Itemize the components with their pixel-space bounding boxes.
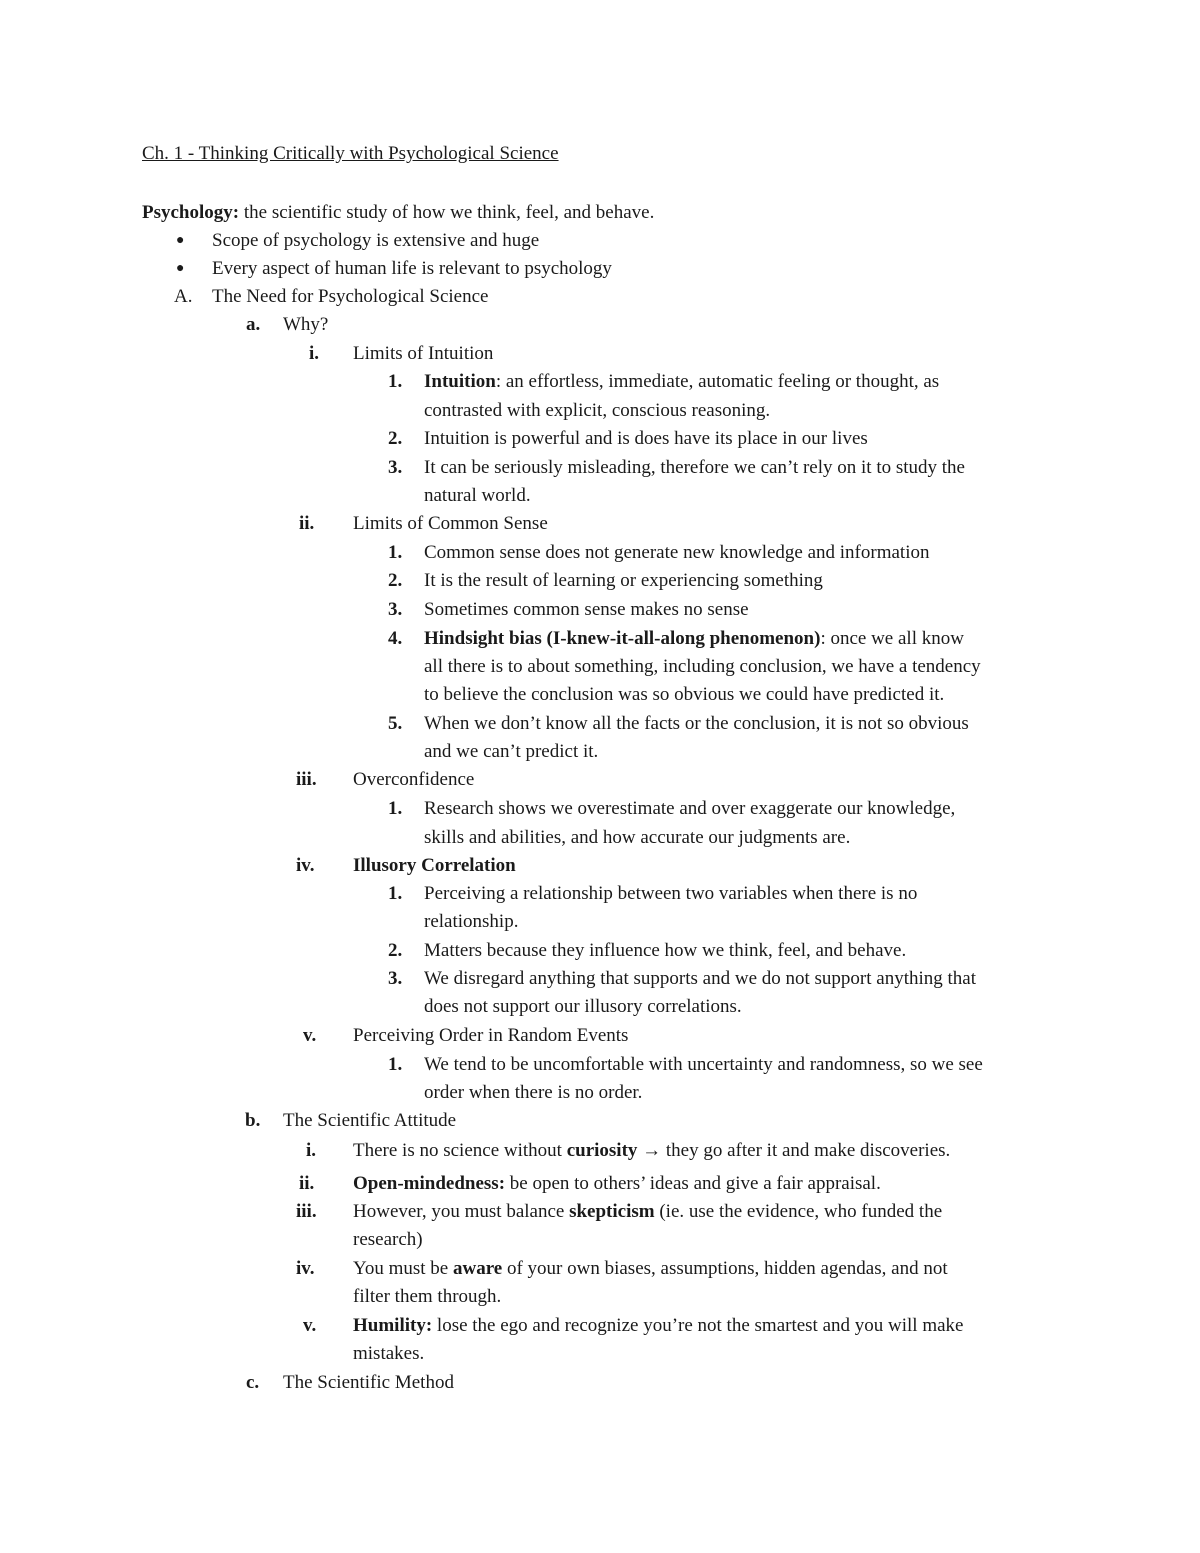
- list-item-heading: Limits of Intuition: [353, 343, 494, 364]
- list-marker: i.: [306, 1140, 317, 1161]
- list-marker: 5.: [388, 713, 403, 734]
- list-item-text: However, you must balance: [353, 1201, 570, 1222]
- list-item-text: be open to others’ ideas and give a fair appraisal.: [505, 1173, 881, 1194]
- list-marker: b.: [245, 1110, 261, 1131]
- list-item-text: There is no science without: [353, 1140, 567, 1161]
- term-hindsight-bias: Hindsight bias (I-knew-it-all-along phenomenon): [424, 628, 821, 649]
- list-marker: 3.: [388, 599, 403, 620]
- list-item-continuation: relationship.: [424, 911, 519, 932]
- list-item: Perceiving a relationship between two variables when there is no: [424, 883, 918, 904]
- list-item: [353, 1201, 942, 1223]
- subsection-heading: The Scientific Method: [283, 1372, 454, 1393]
- list-item: [353, 1140, 950, 1162]
- list-marker: 1.: [388, 371, 403, 392]
- list-item-heading: Perceiving Order in Random Events: [353, 1025, 629, 1046]
- list-item-text: : an effortless, immediate, automatic feeling or thought, as: [495, 371, 940, 392]
- list-marker: 1.: [388, 798, 403, 819]
- list-item-heading: Limits of Common Sense: [353, 513, 548, 534]
- subsection-heading: Why?: [283, 314, 329, 335]
- list-item-continuation: all there is to about something, including conclusion, we have a tendency: [424, 656, 981, 677]
- list-item-continuation: and we can’t predict it.: [424, 741, 599, 762]
- bullet-icon: ●: [176, 233, 185, 248]
- list-item: It can be seriously misleading, therefore we can’t rely on it to study the: [424, 457, 965, 478]
- list-item-continuation: research): [353, 1229, 423, 1250]
- list-item: [353, 1315, 963, 1337]
- list-item: Common sense does not generate new knowledge and information: [424, 542, 930, 563]
- list-marker: 1.: [388, 883, 403, 904]
- list-marker: v.: [303, 1025, 317, 1046]
- list-item-heading: Overconfidence: [353, 769, 475, 790]
- bullet-icon: ●: [176, 261, 185, 276]
- list-marker: A.: [174, 286, 193, 307]
- list-item-continuation: to believe the conclusion was so obvious we could have predicted it.: [424, 684, 945, 705]
- list-item: Scope of psychology is extensive and huge: [212, 230, 540, 251]
- list-item-heading: Illusory Correlation: [353, 855, 516, 876]
- list-marker: iii.: [296, 769, 317, 790]
- section-heading: The Need for Psychological Science: [212, 286, 489, 307]
- list-marker: i.: [308, 343, 319, 364]
- list-marker: 2.: [388, 940, 403, 961]
- term-open-mindedness: Open-mindedness:: [353, 1173, 506, 1194]
- definition-text: the scientific study of how we think, feel, and behave.: [239, 202, 655, 223]
- list-item-text: You must be: [353, 1258, 453, 1279]
- list-item: [353, 1173, 881, 1195]
- list-marker: c.: [246, 1372, 260, 1393]
- subsection-heading: The Scientific Attitude: [283, 1110, 457, 1131]
- list-item-continuation: mistakes.: [353, 1343, 425, 1364]
- list-item-continuation: does not support our illusory correlations.: [424, 996, 742, 1017]
- list-marker: ii.: [299, 1173, 315, 1194]
- list-marker: 2.: [388, 428, 403, 449]
- list-item: We disregard anything that supports and we do not support anything that: [424, 968, 977, 989]
- list-item-continuation: natural world.: [424, 485, 531, 506]
- list-item: Research shows we overestimate and over exaggerate our knowledge,: [424, 798, 956, 819]
- term-aware: aware: [452, 1258, 503, 1279]
- list-marker: iii.: [296, 1201, 317, 1222]
- list-item-text: of your own biases, assumptions, hidden agendas, and not: [502, 1258, 948, 1279]
- list-item-continuation: contrasted with explicit, conscious reasoning.: [424, 400, 771, 421]
- list-item: Every aspect of human life is relevant to psychology: [212, 258, 612, 279]
- list-item-text: → they go after it and make discoveries.: [637, 1140, 951, 1161]
- list-marker: 4.: [388, 628, 403, 649]
- list-item: Intuition is powerful and is does have its place in our lives: [424, 428, 868, 449]
- list-item: [353, 1258, 948, 1280]
- list-item: Matters because they influence how we think, feel, and behave.: [424, 940, 907, 961]
- list-item: [424, 628, 964, 650]
- term-curiosity: curiosity: [566, 1140, 638, 1161]
- page-title: Ch. 1 - Thinking Critically with Psychological Science: [142, 143, 559, 164]
- list-item-text: : once we all know: [820, 628, 964, 649]
- list-marker: 2.: [388, 570, 403, 591]
- list-item: We tend to be uncomfortable with uncertainty and randomness, so we see: [424, 1054, 983, 1075]
- list-marker: iv.: [296, 1258, 315, 1279]
- list-item: Sometimes common sense makes no sense: [424, 599, 749, 620]
- list-marker: a.: [246, 314, 261, 335]
- term-intuition: Intuition: [424, 371, 496, 392]
- list-item-text: lose the ego and recognize you’re not the smartest and you will make: [432, 1315, 964, 1336]
- list-item: [424, 371, 939, 393]
- list-item-text: (ie. use the evidence, who funded the: [654, 1201, 943, 1222]
- list-item-continuation: skills and abilities, and how accurate our judgments are.: [424, 827, 851, 848]
- term-skepticism: skepticism: [569, 1201, 655, 1222]
- list-marker: ii.: [299, 513, 315, 534]
- list-item-continuation: filter them through.: [353, 1286, 502, 1307]
- term-humility: Humility:: [353, 1315, 433, 1336]
- list-marker: 1.: [388, 1054, 403, 1075]
- list-item: It is the result of learning or experiencing something: [424, 570, 823, 591]
- list-marker: 3.: [388, 968, 403, 989]
- list-item-continuation: order when there is no order.: [424, 1082, 643, 1103]
- list-marker: v.: [303, 1315, 317, 1336]
- term-psychology: Psychology:: [142, 202, 240, 223]
- psychology-definition: [142, 202, 654, 224]
- list-item: When we don’t know all the facts or the conclusion, it is not so obvious: [424, 713, 969, 734]
- list-marker: iv.: [296, 855, 315, 876]
- list-marker: 1.: [388, 542, 403, 563]
- list-marker: 3.: [388, 457, 403, 478]
